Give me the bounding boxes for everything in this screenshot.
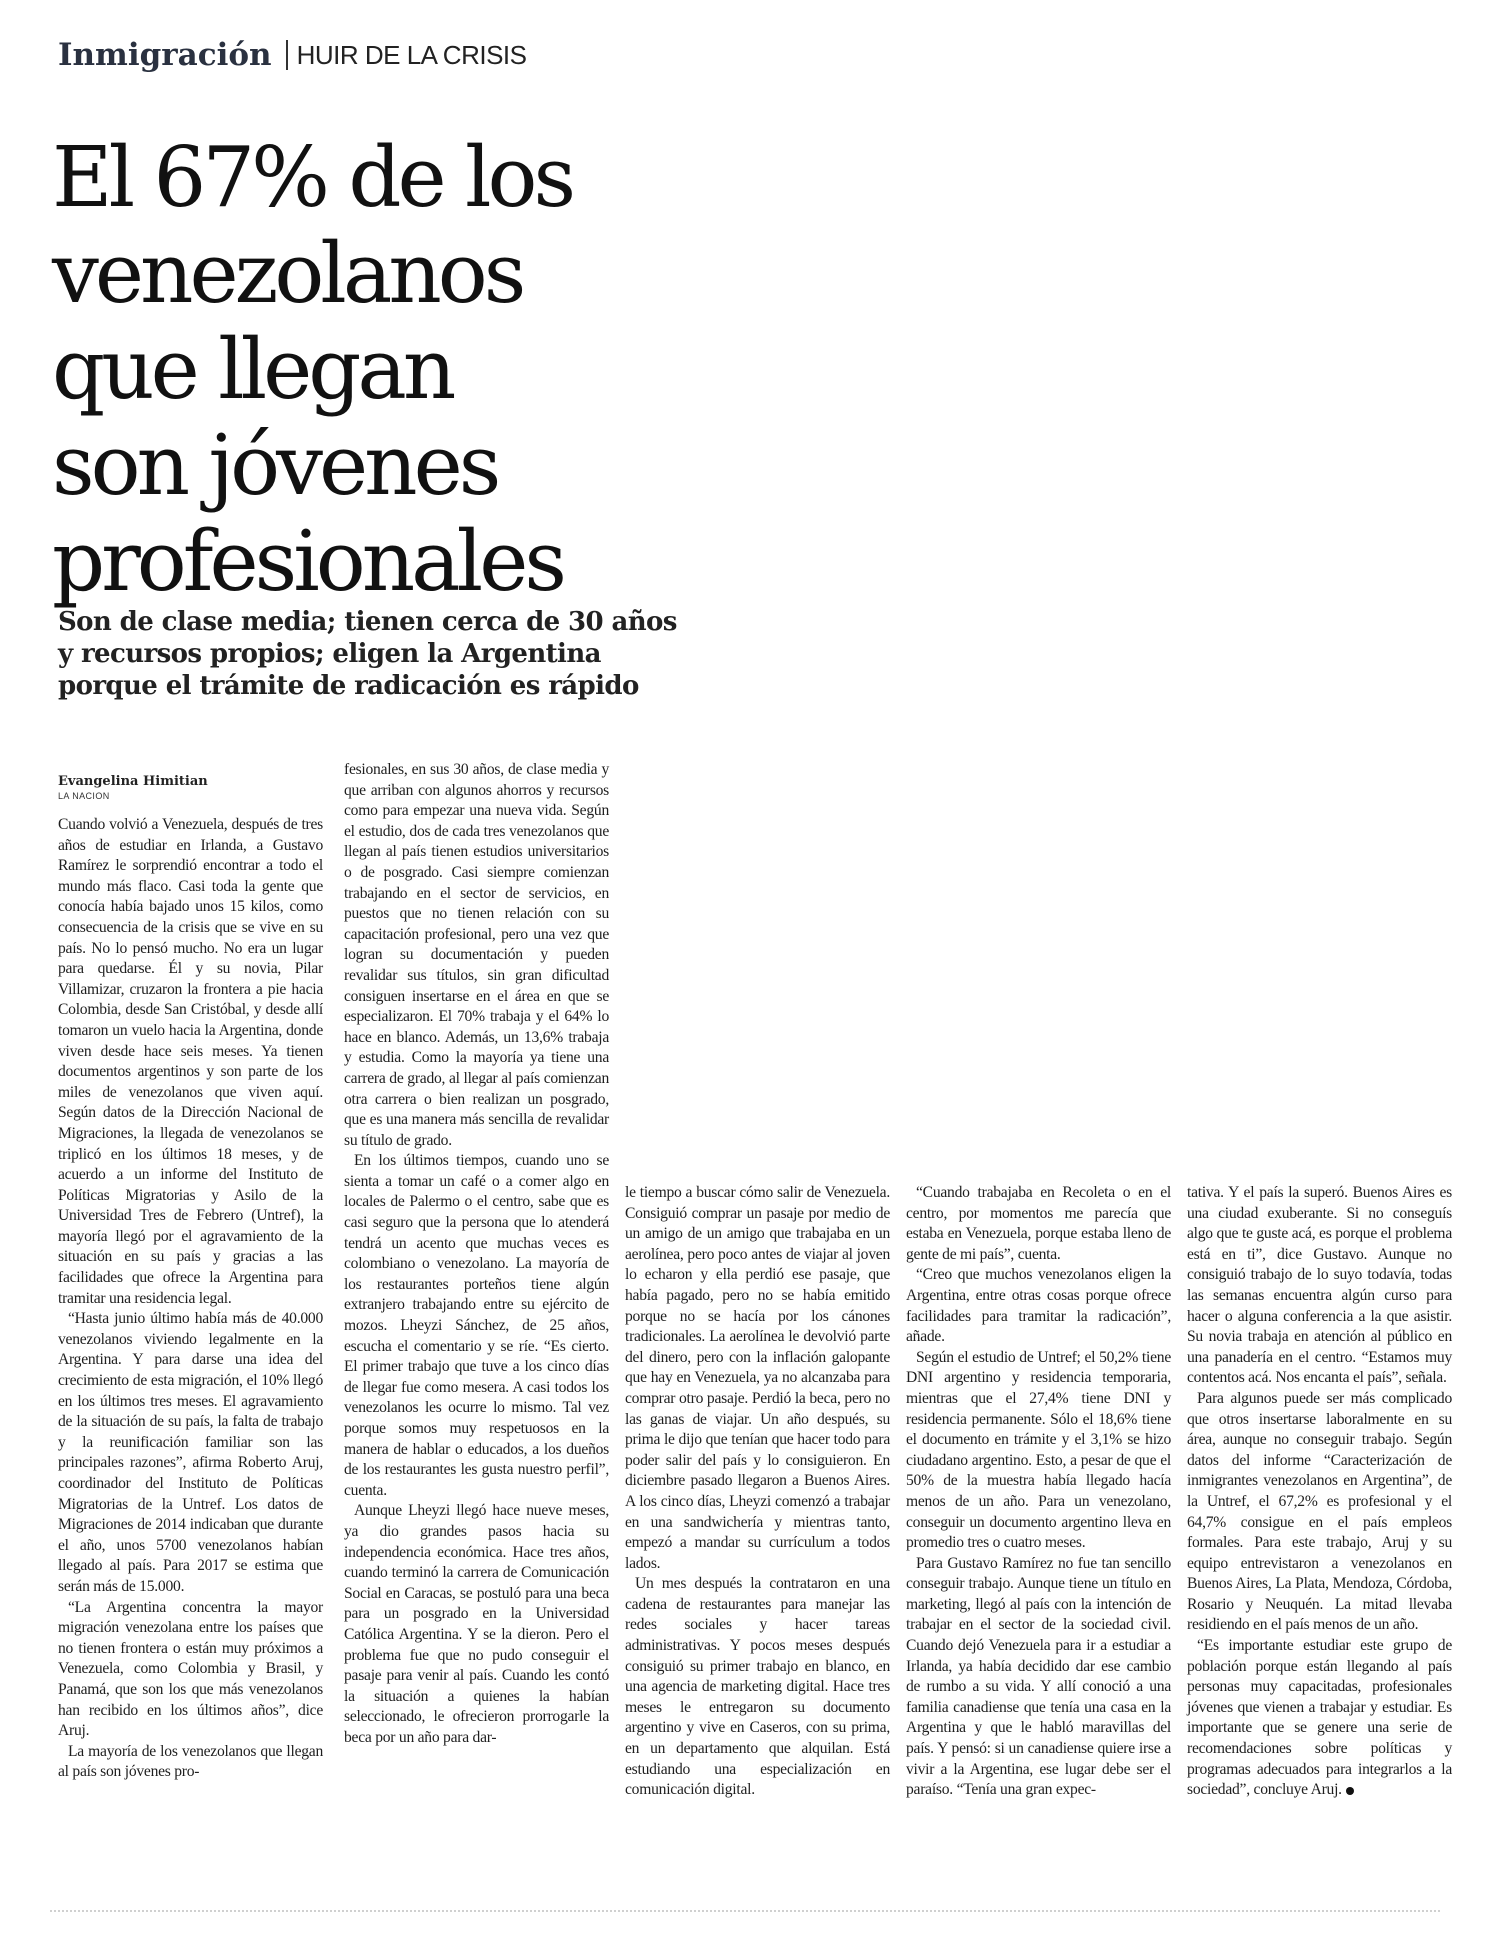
article-column-3	[625, 1183, 890, 1801]
headline-line: que llegan	[52, 321, 453, 418]
headline-line: son jóvenes	[52, 417, 498, 514]
article-paragraph: Cuando volvió a Venezuela, después de tres años de estudiar en Irlanda, a Gustavo Ramírez le sorprendió encontrar a todo el mundo más flaco. Casi toda la gente que conocía había bajado unos 15 kilos, como consecuencia de la crisis que se vive en su país. No lo pensó mucho. No era un lugar para quedarse. Él y su novia, Pilar Villamizar, cruzaron la frontera a pie hacia Colombia, desde San Cristóbal, y desde allí tomaron un vuelo hacia la Argentina, donde viven desde hace seis meses. Ya tienen documentos argentinos y son parte de los miles de venezolanos que viven aquí. Según datos de la Dirección Nacional de Migraciones, la llegada de venezolanos se triplicó en los últimos 18 meses, y de acuerdo a un informe del Instituto de Políticas Migratorias y Asilo de la Universidad Tres de Febrero (Untref), la mayoría llegó por el agravamiento de la situación en su país y gracias a las facilidades que ofrece la Argentina para tramitar una residencia legal.	[58, 816, 323, 1307]
article-paragraph	[1187, 1636, 1452, 1801]
author-name: Evangelina Himitian	[58, 774, 208, 789]
subheadline-line: y recursos propios; eligen la Argentina	[58, 639, 601, 669]
article-paragraph: La mayoría de los venezolanos que llegan al país son jóvenes pro-	[58, 1742, 323, 1781]
article-paragraph-text: “Es importante estudiar este grupo de población porque están llegando al país personas muy capacitadas, profesionales jóvenes que vienen a trabajar y estudiar. Es importante que se genere una serie de recomendaciones sobre políticas y programas adecuados para integrarlos a la sociedad”, concluye Aruj.	[1187, 1637, 1452, 1799]
page-bottom-rule	[50, 1910, 1440, 1912]
article-paragraph: En los últimos tiempos, cuando uno se sienta a tomar un café o a comer algo en locales de Palermo o el centro, sabe que es casi seguro que la persona que lo atenderá tendrá un acento que muchas veces es colombiano o venezolano. La mayoría de los restaurantes porteños tiene algún extranjero trabajando entre su ejército de mozos. Lheyzi Sánchez, de 25 años, escucha el comentario y se ríe. “Es cierto. El primer trabajo que tuve a los cinco días de llegar fue como mesera. A casi todos los venezolanos les ocurre lo mismo. Tal vez porque somos muy respetuosos en la manera de hablar o educados, a los dueños de los restaurantes les gusta nuestro perfil”, cuenta.	[344, 1152, 609, 1499]
section-divider	[286, 40, 288, 70]
article-column-5	[1187, 1183, 1452, 1801]
end-of-article-mark	[1346, 1787, 1354, 1795]
article-paragraph: “Cuando trabajaba en Recoleta o en el centro, por momentos me parecía que estaba en Venezuela, porque estaba lleno de gente de mi país”, cuenta.	[906, 1184, 1171, 1263]
article-column-2	[344, 760, 609, 1749]
article-paragraph: “La Argentina concentra la mayor migración venezolana entre los países que no tienen frontera o están muy próximos a Venezuela, como Colombia y Brasil, y Panamá, que son los que más venezolanos han recibido en los últimos años”, dice Aruj.	[58, 1598, 323, 1740]
subheadline-line: Son de clase media; tienen cerca de 30 años	[58, 607, 677, 637]
article-paragraph: Para Gustavo Ramírez no fue tan sencillo conseguir trabajo. Aunque tiene un título en marketing, llegó al país con la intención de trabajar en el sector de la sociedad civil. Cuando dejó Venezuela para ir a estudiar a Irlanda, ya había decidido dar ese cambio de rumbo a su vida. Y allí conoció a una familia canadiense que tenía una casa en la Argentina y que le habló maravillas del país. Y pensó: si un canadiense quiere irse a vivir a la Argentina, ese lugar debe ser el paraíso. “Tenía una gran expec-	[906, 1554, 1171, 1799]
headline	[52, 130, 612, 610]
article-paragraph: Un mes después la contrataron en una cadena de restaurantes para manejar las redes sociales y hacer tareas administrativas. Y pocos meses después consiguió su primer trabajo en blanco, en una agencia de marketing digital. Hace tres meses le entregaron su documento argentino y vive en Caseros, con su prima, en un departamento que alquilan. Está estudiando una especialización en comunicación digital.	[625, 1575, 890, 1799]
article-paragraph: Según el estudio de Untref; el 50,2% tiene DNI argentino y residencia temporaria, mientras que el 27,4% tiene DNI y residencia permanente. Sólo el 18,6% tiene el documento en trámite y el 3,1% se hizo ciudadano argentino. Esto, a pesar de que el 50% de la muestra había llegado hacía menos de un año. Para un venezolano, conseguir un documento argentino lleva en promedio tres o cuatro meses.	[906, 1348, 1171, 1552]
outlet-name: LA NACION	[58, 791, 110, 801]
article-paragraph: “Hasta junio último había más de 40.000 venezolanos viviendo legalmente en la Argentina. Y para darse una idea del crecimiento de esta migración, el 10% llegó en los últimos tres meses. El agravamiento de la situación de su país, la falta de trabajo y la reunificación familiar son las principales razones”, afirma Roberto Aruj, coordinador del Instituto de Políticas Migratorias de la Untref. Los datos de Migraciones de 2014 indicaban que durante el año, unos 5700 venezolanos habían llegado al país. Para 2017 se estima que serán más de 15.000.	[58, 1310, 323, 1595]
byline	[58, 774, 208, 801]
article-column-4	[906, 1183, 1171, 1801]
article-paragraph: Aunque Lheyzi llegó hace nueve meses, ya dio grandes pasos hacia su independencia económica. Hace tres años, cuando terminó la carrera de Comunicación Social en Caracas, se postuló para una beca para un posgrado en la Universidad Católica Argentina. Y se la dieron. Pero el problema fue que no pudo conseguir el pasaje para venir al país. Cuando les contó la situación a quienes la habían seleccionado, le ofrecieron prorrogarle la beca por un año para dar-	[344, 1502, 609, 1746]
section-topic: HUIR DE LA CRISIS	[296, 39, 527, 70]
section-name: Inmigración	[58, 37, 272, 73]
article-paragraph: fesionales, en sus 30 años, de clase media y que arriban con algunos ahorros y recursos como para empezar una nueva vida. Según el estudio, dos de cada tres venezolanos que llegan al país tienen estudios universitarios o de posgrado. Casi siempre comienzan trabajando en el sector de servicios, en puestos que no tienen relación con su capacitación profesional, pero una vez que logran su documentación y pueden revalidar sus títulos, sin gran dificultad consiguen insertarse en el área en que se especializaron. El 70% trabaja y el 64% lo hace en blanco. Además, un 13,6% trabaja y estudia. Como la mayoría ya tiene una carrera de grado, al llegar al país comienzan otra carrera o bien realizan un posgrado, que es una manera más sencilla de revalidar su título de grado.	[344, 761, 609, 1149]
subheadline	[58, 606, 677, 702]
headline-line: profesionales	[52, 513, 563, 610]
article-paragraph: Para algunos puede ser más complicado que otros insertarse laboralmente en su área, aunque no conseguir trabajo. Según datos del informe “Caracterización de inmigrantes venezolanos en Argentina”, de la Untref, el 67,2% es profesional y el 64,7% consigue en el país empleos formales. Para este trabajo, Aruj y su equipo entrevistaron a venezolanos en Buenos Aires, La Plata, Mendoza, Córdoba, Rosario y Neuquén. La mitad llevaba residiendo en el país menos de un año.	[1187, 1389, 1452, 1634]
article-paragraph: tativa. Y el país la superó. Buenos Aires es una ciudad exuberante. Si no conseguís algo que te guste acá, es porque el problema está en ti”, dice Gustavo. Aunque no consiguió trabajo de lo suyo todavía, todas las semanas encuentra algún curso para hacer o alguna conferencia a la que asistir. Su novia trabaja en atención al público en una panadería en el centro. “Estamos muy contentos acá. Nos encanta el país”, señala.	[1187, 1184, 1452, 1387]
headline-line: venezolanos	[52, 225, 523, 322]
headline-line: El 67% de los	[52, 129, 573, 226]
article-paragraph: le tiempo a buscar cómo salir de Venezuela. Consiguió comprar un pasaje por medio de un amigo de un amigo que trabajaba en un aerolínea, pero poco antes de viajar al joven lo echaron y ella perdió ese pasaje, que había pagado, pero no se había emitido porque no se hacía por los cánones tradicionales. La aerolínea le devolvió parte del dinero, pero con la inflación galopante que hay en Venezuela, ya no alcanzaba para comprar otro pasaje. Perdió la beca, pero no las ganas de viajar. Un año después, su prima le dijo que tenían que hacer todo para poder salir del país y lo consiguieron. En diciembre pasado llegaron a Buenos Aires. A los cinco días, Lheyzi comenzó a trabajar en una sandwichería y mientras tanto, empezó a mandar su currículum a todos lados.	[625, 1184, 890, 1572]
article-paragraph: “Creo que muchos venezolanos eligen la Argentina, entre otras cosas porque ofrece facilidades para tramitar la radicación”, añade.	[906, 1266, 1171, 1346]
article-column-1	[58, 815, 323, 1783]
section-header	[58, 30, 527, 80]
subheadline-line: porque el trámite de radicación es rápido	[58, 671, 639, 701]
